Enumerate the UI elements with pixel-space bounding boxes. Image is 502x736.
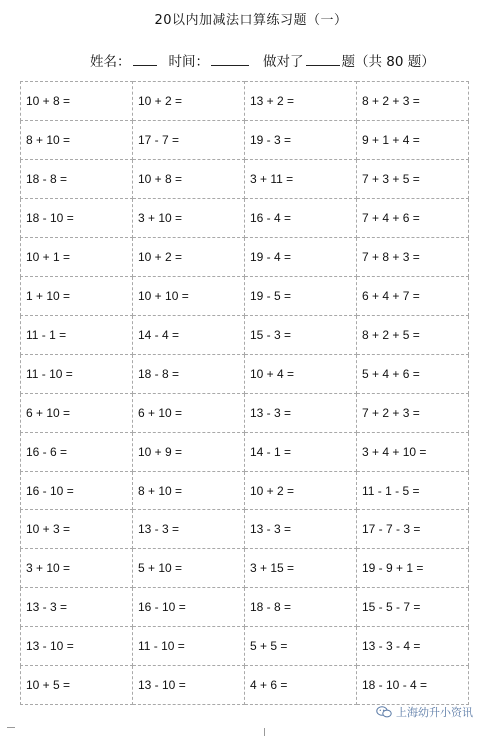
exercise-item: 10 + 1 = — [21, 237, 133, 276]
watermark — [376, 704, 473, 720]
exercise-item: 10 + 3 = — [21, 510, 133, 549]
exercise-item: 16 - 6 = — [21, 432, 133, 471]
exercise-row — [21, 237, 469, 276]
exercise-row — [21, 393, 469, 432]
exercise-item: 8 + 10 = — [21, 120, 133, 159]
exercise-row — [21, 471, 469, 510]
exercise-item: 19 - 4 = — [245, 237, 357, 276]
correct-count-blank[interactable] — [306, 53, 340, 66]
exercise-item: 7 + 8 + 3 = — [357, 237, 469, 276]
exercise-item: 16 - 4 = — [245, 198, 357, 237]
exercise-item: 3 + 4 + 10 = — [357, 432, 469, 471]
wechat-icon — [376, 706, 392, 718]
exercise-row — [21, 510, 469, 549]
exercise-grid-body — [21, 82, 469, 705]
name-label: 姓名： — [90, 54, 131, 70]
exercise-item: 13 - 3 = — [21, 588, 133, 627]
exercise-item: 17 - 7 - 3 = — [357, 510, 469, 549]
time-label: 时间： — [168, 54, 209, 70]
exercise-item: 18 - 10 = — [21, 198, 133, 237]
exercise-item: 5 + 5 = — [245, 627, 357, 666]
exercise-item: 10 + 9 = — [133, 432, 245, 471]
exercise-item: 19 - 5 = — [245, 276, 357, 315]
exercise-item: 1 + 10 = — [21, 276, 133, 315]
exercise-item: 8 + 10 = — [133, 471, 245, 510]
exercise-row — [21, 432, 469, 471]
exercise-row — [21, 198, 469, 237]
exercise-item: 10 + 10 = — [133, 276, 245, 315]
exercise-item: 7 + 4 + 6 = — [357, 198, 469, 237]
page-bottom-mark — [264, 728, 265, 736]
exercise-item: 10 + 8 = — [21, 82, 133, 121]
exercise-item: 14 - 1 = — [245, 432, 357, 471]
exercise-item: 18 - 8 = — [21, 159, 133, 198]
page-corner-mark — [7, 727, 15, 728]
time-blank[interactable] — [211, 53, 249, 66]
watermark-text: 上海幼升小资讯 — [396, 706, 473, 719]
exercise-row — [21, 315, 469, 354]
exercise-item: 4 + 6 = — [245, 666, 357, 705]
exercise-item: 18 - 8 = — [245, 588, 357, 627]
exercise-item: 17 - 7 = — [133, 120, 245, 159]
exercise-item: 11 - 1 - 5 = — [357, 471, 469, 510]
exercise-item: 10 + 5 = — [21, 666, 133, 705]
page-title: 20以内加减法口算练习题（一） — [154, 13, 348, 28]
exercise-item: 10 + 2 = — [133, 82, 245, 121]
exercise-item: 6 + 10 = — [133, 393, 245, 432]
exercise-item: 14 - 4 = — [133, 315, 245, 354]
correct-suffix: 题（共 80 题） — [341, 54, 435, 70]
exercise-row — [21, 82, 469, 121]
exercise-item: 7 + 3 + 5 = — [357, 159, 469, 198]
exercise-item: 3 + 10 = — [133, 198, 245, 237]
exercise-item: 16 - 10 = — [21, 471, 133, 510]
exercise-item: 9 + 1 + 4 = — [357, 120, 469, 159]
exercise-item: 6 + 4 + 7 = — [357, 276, 469, 315]
exercise-item: 10 + 4 = — [245, 354, 357, 393]
exercise-item: 13 - 10 = — [133, 666, 245, 705]
exercise-item: 10 + 2 = — [133, 237, 245, 276]
exercise-row — [21, 159, 469, 198]
exercise-item: 5 + 10 = — [133, 549, 245, 588]
exercise-item: 13 - 3 = — [133, 510, 245, 549]
exercise-item: 10 + 2 = — [245, 471, 357, 510]
correct-label: 做对了 — [263, 54, 304, 70]
exercise-item: 13 - 3 - 4 = — [357, 627, 469, 666]
exercise-item: 8 + 2 + 5 = — [357, 315, 469, 354]
exercise-item: 19 - 3 = — [245, 120, 357, 159]
exercise-item: 18 - 8 = — [133, 354, 245, 393]
exercise-row — [21, 549, 469, 588]
exercise-item: 13 - 10 = — [21, 627, 133, 666]
exercise-row — [21, 627, 469, 666]
exercise-item: 11 - 10 = — [133, 627, 245, 666]
exercise-item: 18 - 10 - 4 = — [357, 666, 469, 705]
exercise-item: 8 + 2 + 3 = — [357, 82, 469, 121]
exercise-item: 11 - 1 = — [21, 315, 133, 354]
exercise-item: 7 + 2 + 3 = — [357, 393, 469, 432]
exercise-item: 16 - 10 = — [133, 588, 245, 627]
exercise-item: 19 - 9 + 1 = — [357, 549, 469, 588]
exercise-row — [21, 276, 469, 315]
exercise-row — [21, 120, 469, 159]
exercise-row — [21, 588, 469, 627]
student-info-line — [90, 50, 435, 70]
exercise-item: 6 + 10 = — [21, 393, 133, 432]
exercise-item: 11 - 10 = — [21, 354, 133, 393]
exercise-row — [21, 354, 469, 393]
exercise-item: 10 + 8 = — [133, 159, 245, 198]
exercise-item: 3 + 11 = — [245, 159, 357, 198]
exercise-item: 3 + 10 = — [21, 549, 133, 588]
exercise-item: 13 - 3 = — [245, 510, 357, 549]
exercise-item: 5 + 4 + 6 = — [357, 354, 469, 393]
exercise-item: 13 - 3 = — [245, 393, 357, 432]
exercise-item: 13 + 2 = — [245, 82, 357, 121]
exercise-row — [21, 666, 469, 705]
name-blank[interactable] — [133, 53, 157, 66]
exercise-item: 15 - 5 - 7 = — [357, 588, 469, 627]
exercise-item: 3 + 15 = — [245, 549, 357, 588]
exercise-item: 15 - 3 = — [245, 315, 357, 354]
exercise-grid — [20, 81, 469, 705]
